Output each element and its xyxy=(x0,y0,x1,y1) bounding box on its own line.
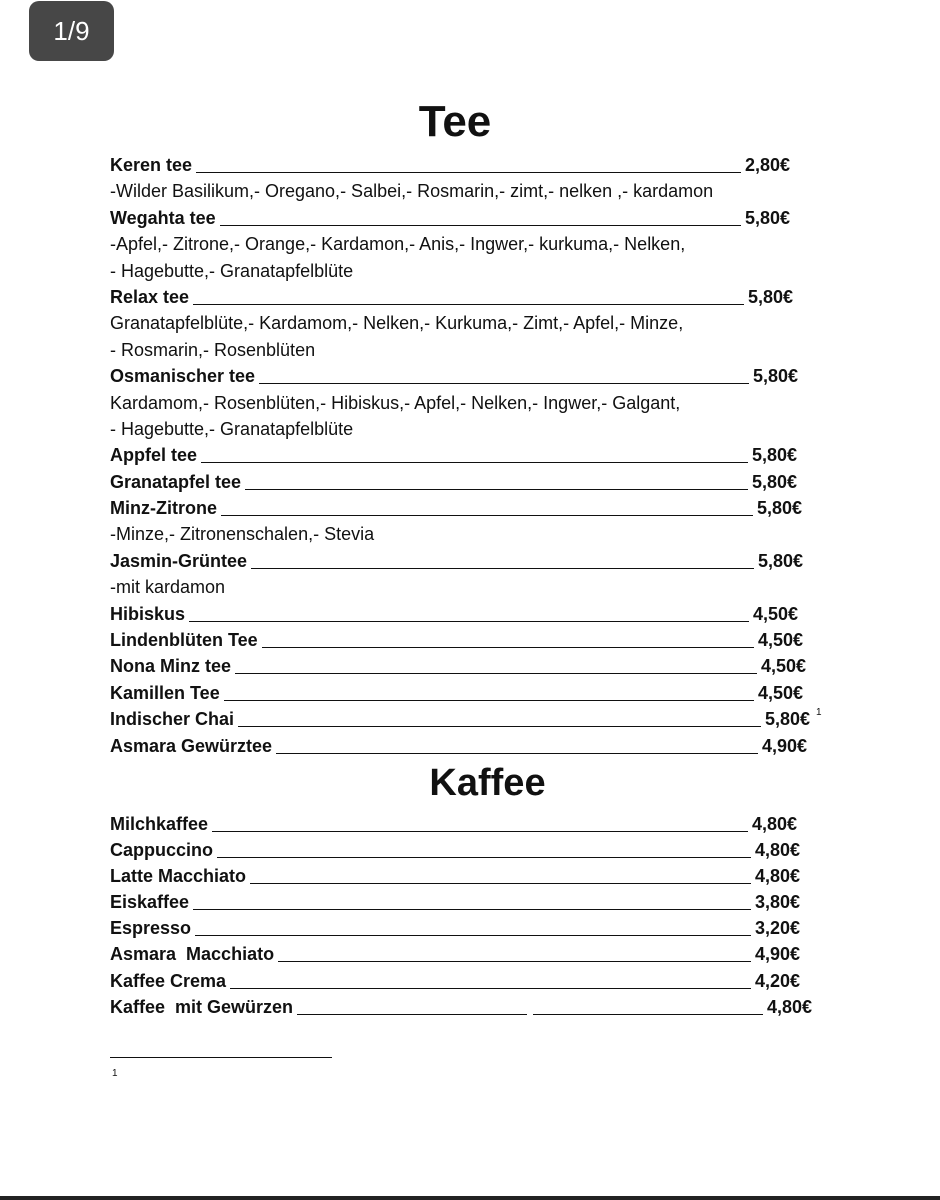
menu-item-price: 5,80€ xyxy=(764,709,810,730)
menu-item-row xyxy=(110,680,830,706)
menu-item-row xyxy=(110,653,830,679)
menu-item-row xyxy=(110,994,830,1020)
menu-item-row xyxy=(110,915,830,941)
leader-line xyxy=(196,172,741,173)
menu-item-price: 5,80€ xyxy=(744,207,790,228)
menu-item-price: 4,80€ xyxy=(754,840,800,861)
menu-item-price: 5,80€ xyxy=(751,471,797,492)
leader-line xyxy=(262,647,754,648)
menu-item-name: Kamillen Tee xyxy=(110,682,220,703)
menu-item-name: Keren tee xyxy=(110,155,193,175)
menu-item-price: 5,80€ xyxy=(752,366,798,387)
menu-item-row xyxy=(110,469,830,495)
menu-item-name: Latte Macchiato xyxy=(110,866,247,887)
menu-item-description: - Hagebutte,- Granatapfelblüte xyxy=(110,260,354,281)
leader-line xyxy=(193,304,744,305)
menu-item-name: Lindenblüten Tee xyxy=(110,630,258,651)
menu-item-price: 2,80€ xyxy=(744,155,790,175)
leader-line xyxy=(235,673,757,674)
menu-item-name: Cappuccino xyxy=(110,840,214,861)
menu-item-row xyxy=(110,601,830,627)
kaffee-menu-list xyxy=(110,811,830,1020)
menu-item-name: Appfel tee xyxy=(110,445,198,466)
menu-item-row xyxy=(110,941,830,967)
menu-item-price: 4,80€ xyxy=(754,866,800,887)
menu-item-name: Osmanischer tee xyxy=(110,366,256,387)
menu-item-name: Kaffee Crema xyxy=(110,970,227,991)
leader-line xyxy=(238,726,761,727)
menu-item-row xyxy=(110,284,830,310)
leader-line xyxy=(259,383,749,384)
menu-item-name: Wegahta tee xyxy=(110,207,216,228)
leader-line xyxy=(251,568,754,569)
leader-line xyxy=(224,700,754,701)
menu-item-description: -Apfel,- Zitrone,- Orange,- Kardamon,- Anis,- Ingwer,- kurkuma,- Nelken, xyxy=(110,234,686,255)
footnote-number: 1 xyxy=(112,1068,118,1079)
page-counter-badge: 1/9 xyxy=(29,1,114,61)
menu-item-row xyxy=(110,495,830,521)
menu-item-price: 4,80€ xyxy=(766,996,812,1017)
menu-item-price: 4,20€ xyxy=(754,970,800,991)
menu-item-name: Espresso xyxy=(110,918,192,939)
menu-item-price: 4,50€ xyxy=(760,656,806,677)
menu-item-row xyxy=(110,548,830,574)
menu-item-price: 4,50€ xyxy=(752,603,798,624)
leader-line xyxy=(276,753,758,754)
menu-item-row xyxy=(110,863,830,889)
menu-item-price: 5,80€ xyxy=(747,286,793,307)
menu-item-price: 5,80€ xyxy=(756,498,802,519)
footnote-reference: 1 xyxy=(816,707,822,719)
menu-item-row xyxy=(110,733,830,759)
kaffee-section-title: Kaffee xyxy=(429,762,546,804)
menu-item-name: Nona Minz tee xyxy=(110,656,232,677)
menu-item-description: - Hagebutte,- Granatapfelblüte xyxy=(110,418,354,439)
menu-item-name: Asmara Gewürztee xyxy=(110,735,273,756)
menu-item-price: 3,80€ xyxy=(754,892,800,913)
menu-item-price: 5,80€ xyxy=(751,445,797,466)
tee-menu-list xyxy=(110,152,830,759)
leader-line xyxy=(189,621,749,622)
leader-line xyxy=(533,1014,763,1015)
menu-item-price: 4,50€ xyxy=(757,630,803,651)
menu-item-description: -mit kardamon xyxy=(110,577,226,598)
menu-item-name: Minz-Zitrone xyxy=(110,498,217,519)
tee-section-title: Tee xyxy=(418,97,492,146)
menu-item-name: Asmara Macchiato xyxy=(110,944,275,965)
menu-item-price: 4,90€ xyxy=(754,944,800,965)
leader-line xyxy=(201,462,748,463)
menu-item-row xyxy=(110,152,830,178)
leader-line xyxy=(250,883,751,884)
menu-item-description: Granatapfelblüte,- Kardamom,- Nelken,- Kurkuma,- Zimt,- Apfel,- Minze, xyxy=(110,313,684,334)
menu-item-row xyxy=(110,442,830,468)
menu-item-description: - Rosmarin,- Rosenblüten xyxy=(110,339,316,360)
menu-item-price: 4,80€ xyxy=(751,814,797,834)
menu-item-name: Milchkaffee xyxy=(110,814,209,834)
menu-item-price: 4,90€ xyxy=(761,735,807,756)
leader-line xyxy=(221,515,753,516)
menu-item-name: Indischer Chai xyxy=(110,709,235,730)
menu-item-price: 4,50€ xyxy=(757,682,803,703)
menu-item-price: 3,20€ xyxy=(754,918,800,939)
menu-item-row xyxy=(110,205,830,231)
leader-line xyxy=(245,489,748,490)
menu-item-name: Kaffee mit Gewürzen xyxy=(110,996,294,1017)
leader-line xyxy=(193,909,751,910)
menu-item-name: Hibiskus xyxy=(110,603,186,624)
menu-item-description: -Wilder Basilikum,- Oregano,- Salbei,- Rosmarin,- zimt,- nelken ,- kardamon xyxy=(110,181,714,202)
menu-item-row xyxy=(110,706,830,732)
menu-item-name: Granatapfel tee xyxy=(110,471,242,492)
menu-item-row xyxy=(110,627,830,653)
menu-item-row xyxy=(110,889,830,915)
menu-item-price: 5,80€ xyxy=(757,550,803,571)
leader-line xyxy=(212,831,748,832)
bottom-edge-bar xyxy=(0,1196,940,1200)
menu-item-description: -Minze,- Zitronenschalen,- Stevia xyxy=(110,524,375,545)
leader-line xyxy=(297,1014,527,1015)
menu-item-description: Kardamom,- Rosenblüten,- Hibiskus,- Apfel,- Nelken,- Ingwer,- Galgant, xyxy=(110,392,681,413)
leader-line xyxy=(217,857,751,858)
menu-item-row xyxy=(110,363,830,389)
leader-line xyxy=(195,935,751,936)
leader-line xyxy=(230,988,751,989)
menu-item-row xyxy=(110,837,830,863)
leader-line xyxy=(278,961,751,962)
menu-item-name: Relax tee xyxy=(110,286,190,307)
leader-line xyxy=(220,225,741,226)
menu-item-name: Jasmin-Grüntee xyxy=(110,550,248,571)
footnote-separator xyxy=(110,1057,332,1058)
menu-item-row xyxy=(110,811,830,837)
menu-item-row xyxy=(110,968,830,994)
menu-item-name: Eiskaffee xyxy=(110,892,190,913)
